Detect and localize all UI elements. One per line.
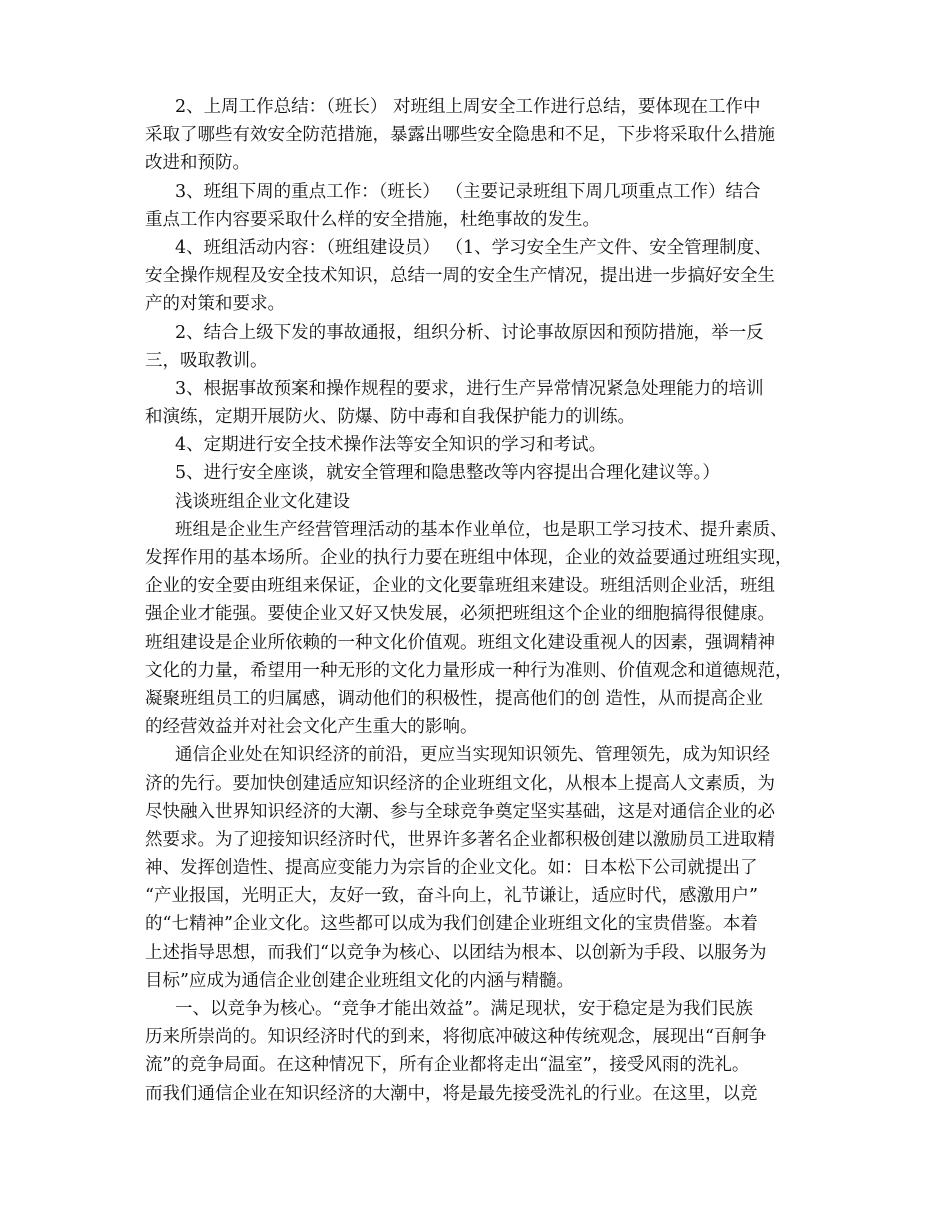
text-line: 济的先行。要加快创建适应知识经济的企业班组文化，从根本上提高人文素质，为	[145, 773, 775, 794]
text-line: 3、根据事故预案和操作规程的要求，进行生产异常情况紧急处理能力的培训	[175, 378, 764, 399]
text-line: 改进和预防。	[145, 153, 250, 174]
paragraph	[145, 995, 825, 1108]
text-line: 和演练，定期开展防火、防爆、防中毒和自我保护能力的训练。	[145, 407, 635, 428]
text-line: 三，吸取教训。	[145, 350, 268, 371]
text-line: 而我们通信企业在知识经济的大潮中，将是最先接受洗礼的行业。在这里，以竞	[145, 1083, 758, 1104]
text-line: 的“七精神”企业文化。这些都可以成为我们创建企业班组文化的宝贵借鉴。本着	[145, 914, 758, 935]
paragraph	[145, 375, 825, 431]
text-line: 历来所崇尚的。知识经济时代的到来，将彻底冲破这种传统观念，展现出“百舸争	[145, 1027, 767, 1048]
text-line: 安全操作规程及安全技术知识，总结一周的安全生产情况，提出进一步搞好安全生	[145, 266, 775, 287]
text-line: 然要求。为了迎接知识经济时代，世界许多著名企业都积极创建以激励员工进取精	[145, 829, 775, 850]
text-line: 班组建设是企业所依赖的一种文化价值观。班组文化建设重视人的因素，强调精神	[145, 632, 775, 653]
text-line: 神、发挥创造性、提高应变能力为宗旨的企业文化。如：日本松下公司就提出了	[145, 858, 758, 879]
text-line: 企业的安全要由班组来保证，企业的文化要靠班组来建设。班组活则企业活，班组	[145, 576, 775, 597]
section-heading	[145, 488, 825, 516]
text-line: 强企业才能强。要使企业又好又快发展，必须把班组这个企业的细胞搞得很健康。	[145, 604, 775, 625]
text-line: 4、定期进行安全技术操作法等安全知识的学习和考试。	[175, 435, 607, 456]
paragraph	[145, 516, 825, 742]
text-line: 2、上周工作总结：（班长） 对班组上周安全工作进行总结，要体现在工作中	[175, 97, 761, 117]
text-line: 通信企业处在知识经济的前沿，更应当实现知识领先、管理领先，成为知识经	[175, 745, 770, 766]
text-line: 产的对策和要求。	[145, 294, 285, 315]
text-line: 文化的力量，希望用一种无形的文化力量形成一种行为准则、价值观念和道德规范，	[145, 660, 793, 681]
text-line: 班组是企业生产经营管理活动的基本作业单位，也是职工学习技术、提升素质、	[175, 519, 788, 540]
text-line: 5、进行安全座谈，就安全管理和隐患整改等内容提出合理化建议等。）	[175, 463, 720, 484]
text-line: 流”的竞争局面。在这种情况下，所有企业都将走出“温室”，接受风雨的洗礼。	[145, 1055, 750, 1076]
paragraph	[145, 234, 825, 319]
text-line: 的经营效益并对社会文化产生重大的影响。	[145, 717, 478, 738]
text-line: “产业报国，光明正大，友好一致，奋斗向上，礼节谦让，适应时代，感激用户”	[145, 886, 758, 907]
text-line: 上述指导思想，而我们“以竞争为核心、以团结为根本、以创新为手段、以服务为	[145, 942, 767, 963]
paragraph	[145, 93, 825, 178]
heading-text: 浅谈班组企业文化建设	[175, 491, 350, 512]
text-line: 4、班组活动内容：（班组建设员） （1、学习安全生产文件、安全管理制度、	[175, 237, 772, 258]
text-line: 重点工作内容要采取什么样的安全措施，杜绝事故的发生。	[145, 209, 600, 230]
text-line: 2、结合上级下发的事故通报，组织分析、讨论事故原因和预防措施，举一反	[175, 322, 764, 343]
text-line: 发挥作用的基本场所。企业的执行力要在班组中体现，企业的效益要通过班组实现，	[145, 548, 793, 568]
paragraph	[145, 319, 825, 375]
paragraph	[145, 459, 825, 487]
text-line: 3、班组下周的重点工作：（班长） （主要记录班组下周几项重点工作）结合	[175, 181, 761, 202]
text-line: 目标”应成为通信企业创建企业班组文化的内涵与精髓。	[145, 970, 574, 991]
paragraph	[145, 431, 825, 459]
text-line: 一、以竞争为核心。“竞争才能出效益”。满足现状，安于稳定是为我们民族	[175, 999, 753, 1019]
text-line: 凝聚班组员工的归属感，调动他们的积极性，提高他们的创 造性，从而提高企业	[145, 688, 764, 709]
text-line: 采取了哪些有效安全防范措施，暴露出哪些安全隐患和不足，下步将采取什么措施	[145, 125, 775, 146]
document-body	[145, 93, 825, 1108]
paragraph	[145, 741, 825, 995]
paragraph	[145, 178, 825, 234]
text-line: 尽快融入世界知识经济的大潮、参与全球竞争奠定坚实基础，这是对通信企业的必	[145, 801, 775, 822]
